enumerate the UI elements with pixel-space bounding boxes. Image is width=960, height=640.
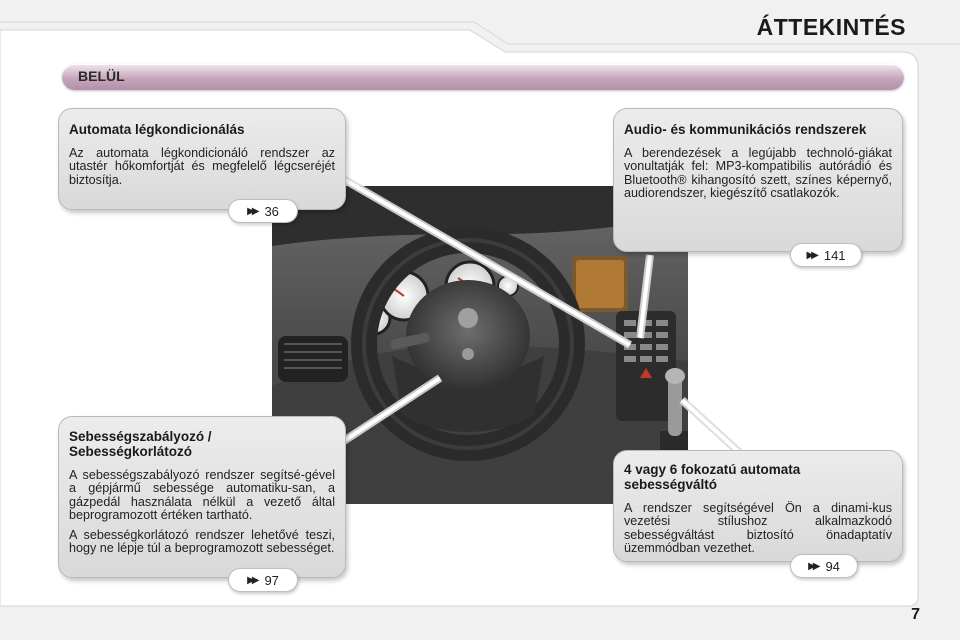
climate-page-number: 36	[264, 203, 279, 219]
audio-communication-box	[613, 108, 903, 252]
audio-communication-text: A berendezések a legújabb technoló-giákat vonultatják fel: MP3-kompatibilis autórádió és Bluetooth® kihangosító szett, színes képernyő, audiorendszer, kiegészítő csatlakozók.	[624, 146, 892, 201]
page-number: 7	[911, 606, 920, 623]
section-label: BELÜL	[78, 68, 125, 84]
speed-page-ref[interactable]	[228, 568, 298, 592]
audio-communication-title: Audio- és kommunikációs rendszerek	[624, 122, 867, 137]
automatic-gearbox-title: 4 vagy 6 fokozatú automata sebességváltó	[624, 462, 801, 492]
fast-forward-icon: ▶▶	[806, 249, 816, 261]
speed-page-number: 97	[264, 572, 279, 588]
audio-page-number: 141	[823, 247, 846, 263]
fast-forward-icon: ▶▶	[247, 574, 257, 586]
climate-control-box	[58, 108, 346, 210]
automatic-gearbox-text: A rendszer segítségével Ön a dinami-kus vezetési stílushoz alkalmazkodó sebességváltást biztosító önadaptatív üzemmódban vezethet.	[624, 501, 892, 556]
speed-limiter-text: A sebességkorlátozó rendszer lehetővé teszi, hogy ne lépje túl a beprogramozott sebességet.	[69, 527, 335, 556]
gearbox-page-number: 94	[825, 558, 840, 574]
gearbox-page-ref[interactable]	[790, 554, 858, 578]
speed-control-title: Sebességszabályozó / Sebességkorlátozó	[69, 429, 212, 459]
fast-forward-icon: ▶▶	[247, 205, 257, 217]
climate-page-ref[interactable]	[228, 199, 298, 223]
climate-control-title: Automata légkondicionálás	[69, 122, 245, 137]
climate-control-text: Az automata légkondicionáló rendszer az utastér hőkomfortját és megfelelő légcseréjét biztosítja.	[69, 146, 335, 187]
speed-control-box	[58, 416, 346, 578]
fast-forward-icon: ▶▶	[808, 560, 818, 572]
automatic-gearbox-box	[613, 450, 903, 562]
cruise-control-text: A sebességszabályozó rendszer segítsé-gével a gépjármű sebessége automatiku-san, a gázpedál használata nélkül a vezető által beprogramozott értéken tartható.	[69, 468, 335, 523]
audio-page-ref[interactable]	[790, 243, 862, 267]
page-title: ÁTTEKINTÉS	[756, 14, 906, 40]
